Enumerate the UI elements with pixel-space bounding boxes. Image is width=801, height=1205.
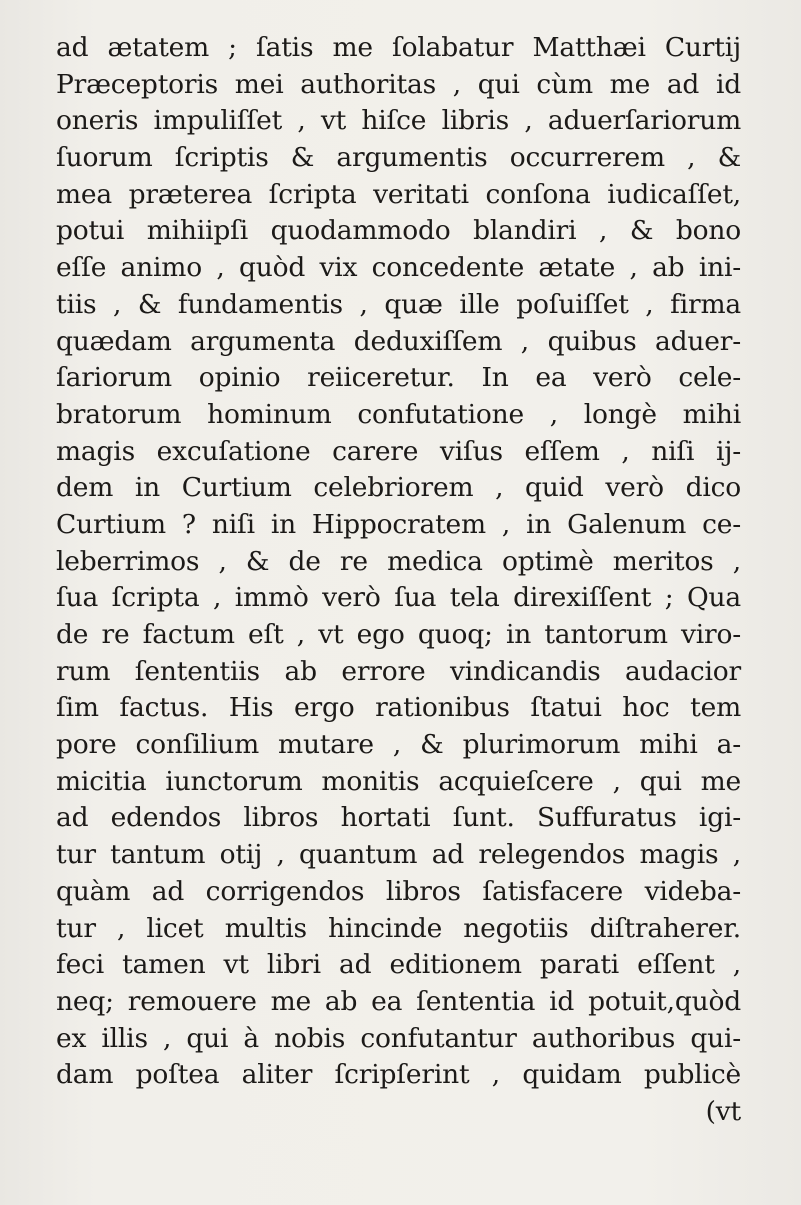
- catchword: (vt: [705, 1095, 741, 1127]
- text-line: oneris impuliſſet , vt hiſce libris , aduerſariorum: [56, 105, 741, 137]
- text-line: ſua ſcripta , immò verò ſua tela direxiſſent ; Qua: [56, 582, 741, 614]
- text-line: de re factum eſt , vt ego quoq; in tantorum viro-: [56, 619, 741, 650]
- text-line: Præceptoris mei authoritas , qui cùm me ad id: [56, 68, 741, 100]
- text-line: micitia iunctorum monitis acquieſcere , qui me: [56, 765, 741, 797]
- text-line: bratorum hominum confutatione , longè mihi: [56, 398, 741, 430]
- text-line: mea præterea ſcripta veritati conſona iudicaſſet,: [56, 178, 741, 210]
- text-line: tur tantum otij , quantum ad relegendos magis ,: [56, 839, 741, 871]
- text-line: eſſe animo , quòd vix concedente ætate , ab ini-: [56, 252, 741, 284]
- text-line: ſuorum ſcriptis & argumentis occurrerem , &: [56, 142, 741, 174]
- text-line: potui mihiipſi quodammodo blandiri , & bono: [56, 215, 741, 247]
- text-line: tiis , & fundamentis , quæ ille poſuiſſet , firma: [56, 288, 741, 320]
- text-line: neq; remouere me ab ea ſententia id potuit,quòd: [56, 985, 741, 1017]
- text-line: dam poſtea aliter ſcripſerint , quidam publicè: [56, 1059, 741, 1091]
- text-line: ſim factus. His ergo rationibus ſtatui hoc tem: [56, 692, 741, 724]
- text-line: ad edendos libros hortati ſunt. Suffuratus igi-: [56, 802, 741, 834]
- text-line: ex illis , qui à nobis confutantur authoribus qui-: [56, 1022, 741, 1054]
- text-line: magis excuſatione carere viſus eſſem , niſi ij-: [56, 435, 741, 467]
- text-line: ad ætatem ; ſatis me ſolabatur Matthæi Curtij: [56, 32, 741, 63]
- text-line: quædam argumenta deduxiſſem , quibus aduer-: [56, 325, 741, 357]
- text-line: dem in Curtium celebriorem , quid verò dico: [56, 472, 741, 504]
- text-line: Curtium ? niſi in Hippocratem , in Galenum ce-: [56, 508, 741, 540]
- text-line: quàm ad corrigendos libros ſatisfacere videba-: [56, 875, 741, 907]
- text-line: feci tamen vt libri ad editionem parati eſſent ,: [56, 949, 741, 981]
- text-line: rum ſententiis ab errore vindicandis audacior: [56, 655, 741, 687]
- text-line: pore conſilium mutare , & plurimorum mihi a-: [56, 729, 741, 761]
- text-line: tur , licet multis hincinde negotiis diſtraherer.: [56, 912, 741, 944]
- body-text: [56, 30, 741, 1131]
- text-line: ſariorum opinio reiiceretur. In ea verò cele-: [56, 362, 741, 394]
- text-line: leberrimos , & de re medica optimè meritos ,: [56, 545, 741, 577]
